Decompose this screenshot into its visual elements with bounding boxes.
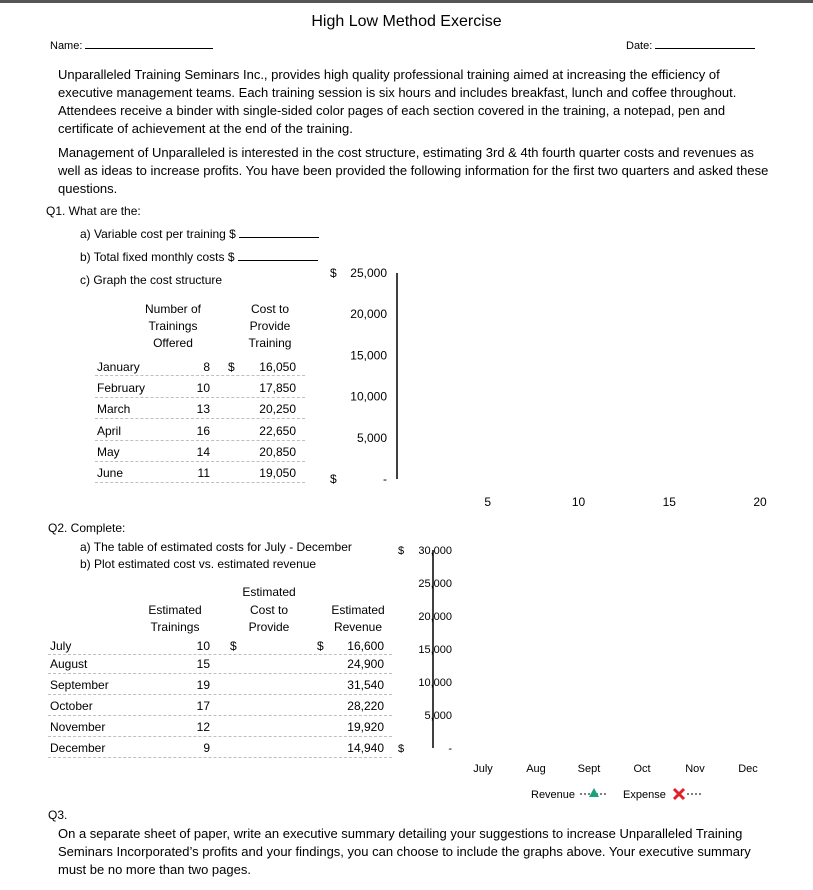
q1-month-january: January [97,360,140,374]
q1-b-blank [238,251,318,261]
q2-col1-line1: Estimated [148,603,202,617]
q2-col1-line2: Trainings [150,620,200,634]
q3-heading: Q3. [48,808,68,822]
q1-trainings-january: 8 [203,360,210,374]
q2-month-august: August [50,657,88,671]
name-blank [85,39,213,49]
q2-cost-dollar-sign: $ [230,639,237,653]
q1-cost-may: 20,850 [259,445,296,459]
q1-b [80,250,318,264]
legend-revenue-marker [589,788,599,797]
q2-a: a) The table of estimated costs for July - December [80,540,352,554]
q1-heading: Q1. What are the: [46,204,141,218]
q1-col1-line1: Number of [144,302,202,316]
q2-col2-line2: Cost to [249,603,288,617]
q2-col2-line3: Provide [248,620,290,634]
q3-text: On a separate sheet of paper, write an executive summary detailing your suggestions to increase Unparalleled Training Seminars Incorporated’s profits and your findings, you can choose to include the graphs above. Your executive summary must be no more than two pages. [58,826,751,877]
legend-expense-label: Expense [623,789,666,801]
x-tick-label: 20 [753,495,767,509]
y-tick-label: 20,000 [350,307,387,322]
x-tick-label: Dec [738,763,758,775]
x-tick-label: Oct [633,763,651,775]
y-tick-label: 25,000 [418,578,452,590]
q1-col2-line3: Training [248,336,292,350]
q1-row-divider [95,397,305,398]
x-tick-label: 5 [484,495,492,509]
y-tick-label: - [448,743,452,755]
q1-trainings-march: 13 [196,402,210,416]
q1-cost-april: 22,650 [259,424,296,438]
q2-revenue-october: 28,220 [347,699,384,713]
q1-month-april: April [97,424,122,438]
q1-dollar-sign: $ [228,360,235,374]
q1-row-divider [95,461,305,462]
name-field [50,39,213,52]
cost-structure-chart [300,265,770,515]
q1-trainings-february: 10 [196,381,210,395]
intro-paragraph-2: Management of Unparalleled is interested in the cost structure, estimating 3rd & 4th fourth quarter costs and revenues as well as ideas to increase profits. You have been provided the following information for the first two quarters and asked these questions. [58,145,769,196]
y-tick-label: 20,000 [418,611,452,623]
y-tick-label: 5,000 [424,710,452,722]
q1-trainings-june: 11 [197,466,210,480]
q2-trainings-october: 17 [196,699,210,713]
name-label: Name: [50,40,83,52]
q2-row-divider [48,694,392,695]
x-tick-label: 10 [571,495,586,509]
q2-col3-line2: Revenue [333,620,383,634]
q2-col3-line1: Estimated [331,603,385,617]
q1-month-june: June [97,466,124,480]
y-tick-label: 10,000 [418,677,452,689]
y-tick-label: - [383,472,387,486]
date-blank [655,39,755,49]
q1-row-divider [95,482,305,483]
x-tick-label: Aug [526,763,546,775]
q1-col2-line1: Cost to [250,302,289,316]
cost-revenue-chart [390,540,810,810]
q1-col1-line2: Trainings [148,319,198,333]
q2-trainings-september: 19 [196,678,210,692]
q1-row-divider [95,440,305,441]
q2-row-divider [48,736,392,737]
x-tick-label: July [473,763,493,775]
q1-col1-line3: Offered [153,336,193,350]
q2-month-october: October [50,699,93,713]
y-tick-label: 15,000 [350,348,387,363]
q1-month-may: May [97,445,120,459]
x-tick-label: Sept [577,763,601,775]
q2-col2-line1: Estimated [242,585,296,599]
y-tick-currency: $ [398,545,405,557]
q2-revenue-november: 19,920 [347,720,384,734]
q1-cost-march: 20,250 [259,402,296,416]
top-border [0,0,813,3]
y-tick-label: 5,000 [356,430,387,445]
q1-month-february: February [97,381,146,395]
q1-row-divider [95,418,305,419]
q1-trainings-april: 16 [196,424,210,438]
page-title: High Low Method Exercise [311,13,502,30]
q1-cost-january: 16,050 [259,360,296,374]
q2-month-november: November [50,720,106,734]
date-label: Date: [626,40,653,52]
q1-a-blank [239,228,319,238]
q2-revenue-july: 16,600 [347,639,384,653]
q2-revenue-september: 31,540 [347,678,384,692]
y-tick-currency: $ [330,472,337,486]
q2-b: b) Plot estimated cost vs. estimated revenue [80,557,317,571]
q2-trainings-december: 9 [203,741,210,755]
y-tick-label: 10,000 [350,389,387,404]
q2-row-divider [48,757,392,758]
date-field [626,39,755,52]
q2-month-september: September [50,678,109,692]
q1-month-march: March [97,402,131,416]
q1-cost-february: 17,850 [259,381,296,395]
legend-expense-marker [674,789,684,799]
q1-row-divider [95,375,305,376]
q2-month-july: July [50,639,72,653]
intro-paragraph-1: Unparalleled Training Seminars Inc., provides high quality professional training aimed at increasing the efficiency of executive management teams. Each training session is six hours and includes breakfast, lunch and coffee throughout. Attendees receive a binder with single-sided color pages of each section covered in the training, a notepad, pen and certificate of achievement at the end of the training. [58,67,737,136]
q2-trainings-august: 15 [196,657,210,671]
legend-revenue-label: Revenue [531,789,576,801]
q2-revenue-dollar-sign: $ [317,639,324,653]
x-tick-label: Nov [685,763,705,775]
q1-a-text: a) Variable cost per training $ [80,227,236,241]
q2-heading: Q2. Complete: [48,521,126,535]
q1-cost-june: 19,050 [259,466,296,480]
q1-col2-line2: Provide [249,319,291,333]
q2-trainings-july: 10 [196,639,210,653]
q1-a [80,227,319,241]
q2-revenue-august: 24,900 [347,657,384,671]
q2-trainings-november: 12 [196,720,210,734]
q2-month-december: December [50,741,106,755]
q1-c: c) Graph the cost structure [80,273,223,287]
q2-revenue-december: 14,940 [347,741,384,755]
y-tick-label: 25,000 [350,266,387,280]
x-tick-label: 15 [662,495,676,509]
q2-row-divider [48,673,392,674]
q1-b-text: b) Total fixed monthly costs $ [80,250,235,264]
q2-row-divider [48,654,392,655]
q2-row-divider [48,715,392,716]
q1-trainings-may: 14 [196,445,210,459]
y-tick-label: 30,000 [418,545,452,557]
y-tick-label: 15,000 [418,644,452,656]
y-tick-currency: $ [398,743,405,755]
y-tick-currency: $ [330,266,337,280]
